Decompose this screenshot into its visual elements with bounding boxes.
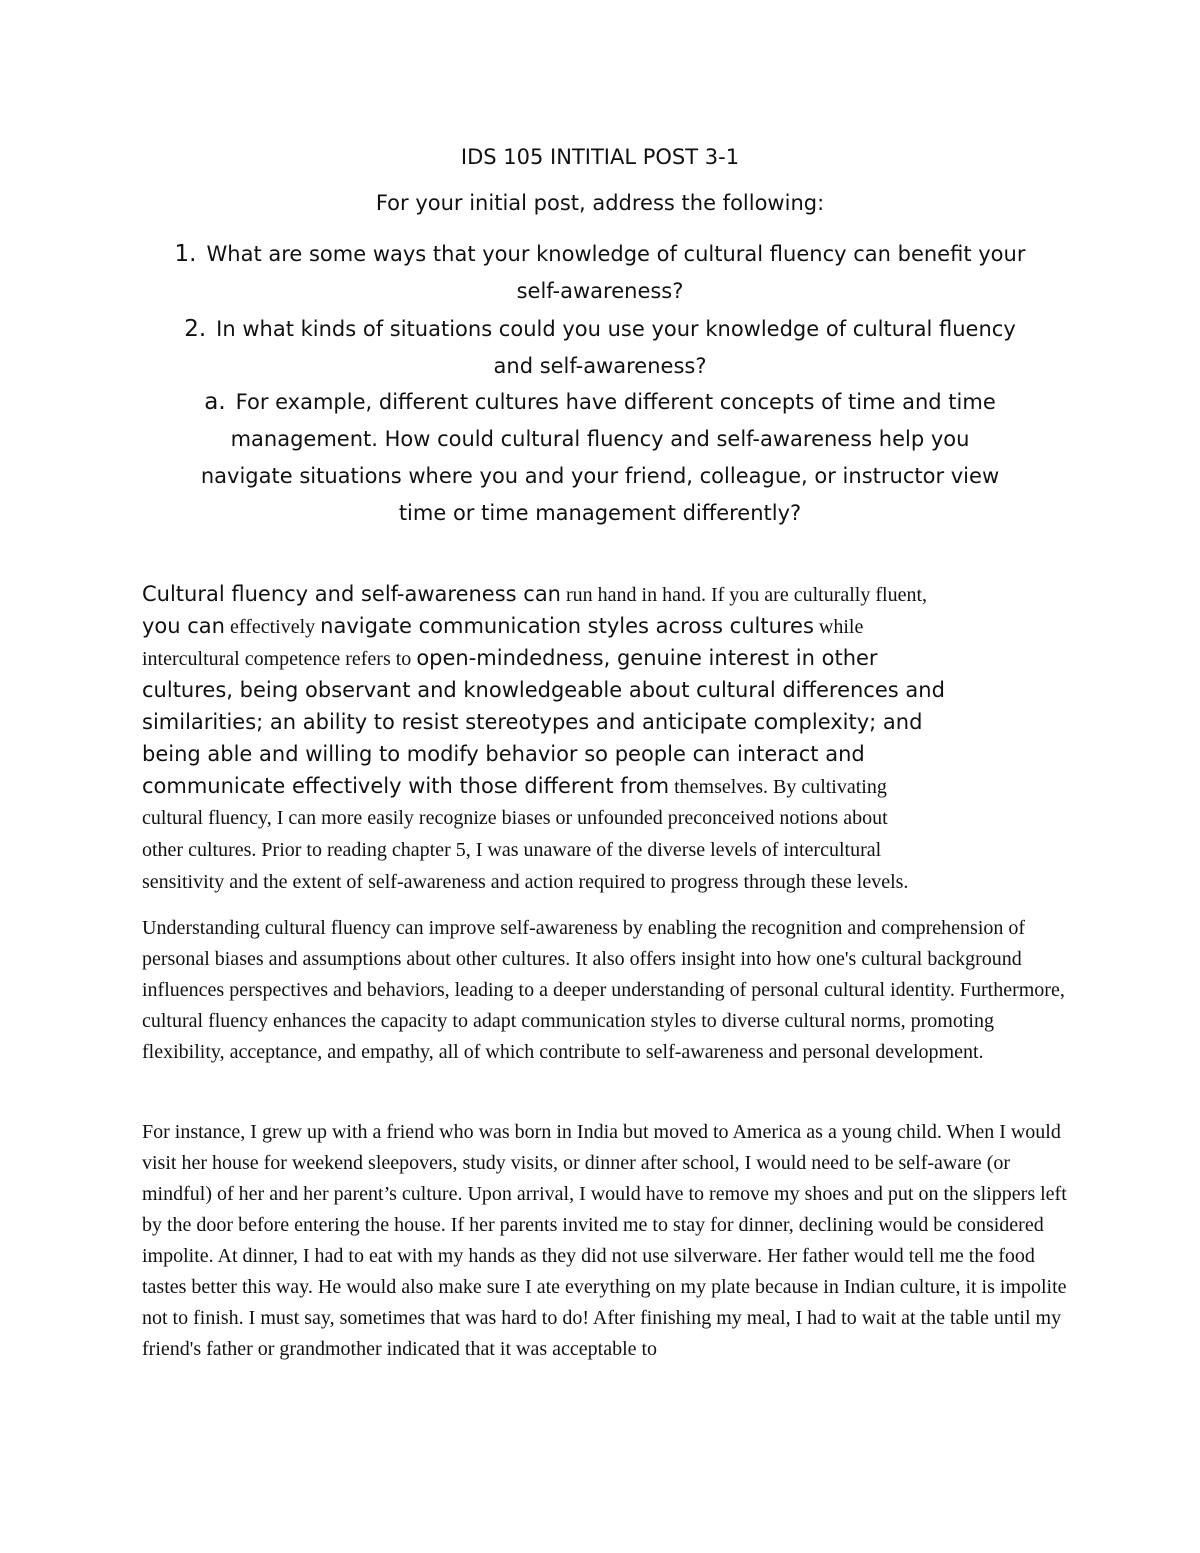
prompt-2a <box>100 384 1100 532</box>
answer-p1-line-9 <box>142 834 1072 866</box>
prompt-2 <box>100 311 1100 385</box>
prompt-2a-text-1: For example, different cultures have different concepts of time and time <box>235 390 996 414</box>
answer-p1-line-3 <box>142 642 1072 674</box>
answer-p1-l3-bold: open-mindedness, genuine interest in other <box>416 646 878 670</box>
answer-p1-l1-bold: Cultural fluency and self-awareness can <box>142 582 561 606</box>
prompt-1-marker: 1. <box>174 241 197 267</box>
prompt-2a-line-2: management. How could cultural fluency and self-awareness help you <box>230 427 970 451</box>
answer-p1-line-8 <box>142 802 1072 834</box>
prompt-2a-line-1 <box>100 384 1100 421</box>
answer-p1-l8-serif: cultural fluency, I can more easily recognize biases or unfounded preconceived notions about <box>142 807 888 829</box>
answer-p1-l7-serif: themselves. By cultivating <box>669 776 887 798</box>
document-title: IDS 105 INTITIAL POST 3-1 <box>460 145 740 169</box>
prompt-2a-line-4: time or time management differently? <box>398 501 802 525</box>
answer-p1-line-10 <box>142 866 1072 898</box>
prompt-2a-marker: a. <box>204 389 226 415</box>
answer-p1-l5-bold: similarities; an ability to resist stereotypes and anticipate complexity; and <box>142 710 923 734</box>
answer-p1-l2-bold-b: navigate communication styles across cultures <box>320 614 814 638</box>
answer-p1-line-6 <box>142 738 1072 770</box>
prompt-1-line-2: self-awareness? <box>516 279 684 303</box>
answer-paragraph-3: For instance, I grew up with a friend who was born in India but moved to America as a young child. When I would visit her house for weekend sleepovers, study visits, or dinner after school, I would need to be self-aware (or mindful) of her and her parent’s culture. Upon arrival, I would have to remove my shoes and put on the slippers left by the door before entering the house. If her parents invited me to stay for dinner, declining would be considered impolite. At dinner, I had to eat with my hands as they did not use silverware. Her father would tell me the food tastes better this way. He would also make sure I ate everything on my plate because in Indian culture, it is impolite not to finish. I must say, sometimes that was hard to do! After finishing my meal, I had to wait at the table until my friend's father or grandmother indicated that it was acceptable to <box>142 1121 1067 1360</box>
answer-paragraph-2: Understanding cultural fluency can improve self-awareness by enabling the recognition and comprehension of personal biases and assumptions about other cultures. It also offers insight into how one's cultural background influences perspectives and behaviors, leading to a deeper understanding of personal cultural identity. Furthermore, cultural fluency enhances the capacity to adapt communication styles to diverse cultural norms, promoting flexibility, acceptance, and empathy, all of which contribute to self-awareness and personal development. <box>142 917 1065 1063</box>
answer-p1-l2-serif-b: while <box>813 616 864 638</box>
answer-p1-line-5 <box>142 706 1072 738</box>
answer-p1-line-7 <box>142 770 1072 802</box>
answer-p1-l6-bold: being able and willing to modify behavior so people can interact and <box>142 742 865 766</box>
answer-p1-l1-serif: run hand in hand. If you are culturally fluent, <box>561 584 927 606</box>
prompt-2-marker: 2. <box>184 316 207 342</box>
prompt-2-line-2: and self-awareness? <box>493 354 707 378</box>
answer-p1-l3-serif: intercultural competence refers to <box>142 648 417 670</box>
prompt-1-line-1 <box>100 236 1100 273</box>
answer-p1-line-2 <box>142 610 1072 642</box>
answer-p1-l9-serif: other cultures. Prior to reading chapter 5, I was unaware of the diverse levels of intercultural <box>142 839 882 861</box>
answer-p1-l4-bold: cultures, being observant and knowledgeable about cultural differences and <box>142 678 945 702</box>
answer-p1-line-1 <box>142 578 1072 610</box>
prompt-1-text-1: What are some ways that your knowledge of cultural fluency can benefit your <box>206 242 1026 266</box>
prompt-2-text-1: In what kinds of situations could you use your knowledge of cultural fluency <box>216 317 1016 341</box>
document-subtitle: For your initial post, address the following: <box>375 191 825 215</box>
answer-paragraph-1 <box>142 578 1072 898</box>
answer-p1-l2-bold-a: you can <box>142 614 225 638</box>
answer-p1-l7-bold: communicate effectively with those different from <box>142 774 670 798</box>
prompt-2-line-1 <box>100 311 1100 348</box>
prompt-2a-line-3: navigate situations where you and your friend, colleague, or instructor view <box>200 464 1000 488</box>
answer-p1-l10-serif: sensitivity and the extent of self-awareness and action required to progress through these levels. <box>142 871 909 893</box>
prompt-1 <box>100 236 1100 310</box>
answer-p1-l2-serif-a: effectively <box>225 616 321 638</box>
answer-p1-line-4 <box>142 674 1072 706</box>
